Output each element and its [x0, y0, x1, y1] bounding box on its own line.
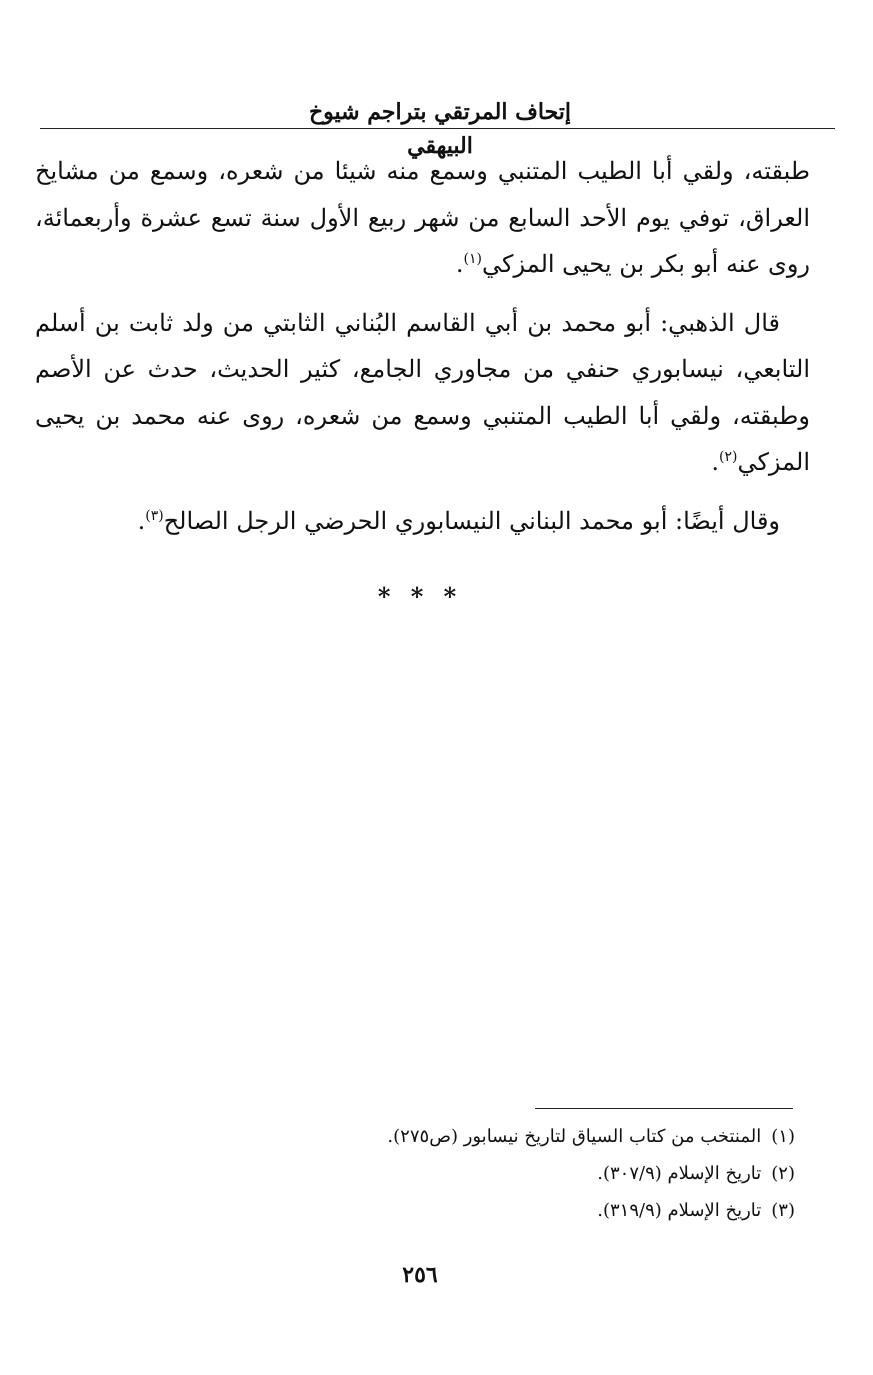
page-number: ٢٥٦ [402, 1262, 438, 1288]
paragraph-3 [35, 498, 810, 545]
footnote-2-number: (٢) [771, 1163, 795, 1184]
footnote-2 [100, 1155, 795, 1192]
paragraph-1-end: . [455, 250, 464, 278]
footnote-1-text: المنتخب من كتاب السياق لتاريخ نيسابور (ص٢٧٥). [387, 1126, 762, 1147]
footnote-ref-1: (١) [463, 251, 483, 267]
footnote-3 [100, 1192, 795, 1229]
paragraph-3-text: وقال أيضًا: أبو محمد البناني النيسابوري الحرضي الرجل الصالح [163, 506, 780, 535]
header-divider [40, 128, 835, 129]
footnotes [100, 1118, 795, 1229]
main-text [35, 148, 810, 544]
paragraph-2 [35, 300, 810, 486]
paragraph-3-end: . [137, 506, 146, 535]
footnote-ref-2: (٢) [719, 449, 738, 465]
paragraph-2-end: . [711, 448, 719, 476]
section-separator: * * * [377, 582, 463, 611]
footnote-ref-3: (٣) [145, 507, 164, 524]
footnote-3-text: تاريخ الإسلام (٣١٩/٩). [597, 1200, 762, 1221]
paragraph-1-text: طبقته، ولقي أبا الطيب المتنبي وسمع منه شيئا من شعره، وسمع من مشايخ العراق، توفي يوم الأحد السابع من شهر ربيع الأول سنة تسع عشرة وأربعمائة، روى عنه أبو بكر بن يحيى المزكي [35, 157, 810, 278]
footnote-divider [535, 1108, 793, 1109]
footnote-1-number: (١) [771, 1126, 795, 1147]
footnote-2-text: تاريخ الإسلام (٣٠٧/٩). [597, 1163, 762, 1184]
running-header-title: إتحاف المرتقي بتراجم شيوخ البيهقي [308, 99, 572, 159]
footnote-3-number: (٣) [771, 1200, 795, 1221]
paragraph-1 [35, 148, 810, 288]
footnote-1 [100, 1118, 795, 1155]
paragraph-2-text: قال الذهبي: أبو محمد بن أبي القاسم البُناني الثابتي من ولد ثابت بن أسلم التابعي، نيسابوري حنفي من مجاوري الجامع، كثير الحديث، حدث عن الأصم وطبقته، ولقي أبا الطيب المتنبي وسمع من شعره، روى عنه محمد بن يحيى المزكي [35, 308, 810, 476]
